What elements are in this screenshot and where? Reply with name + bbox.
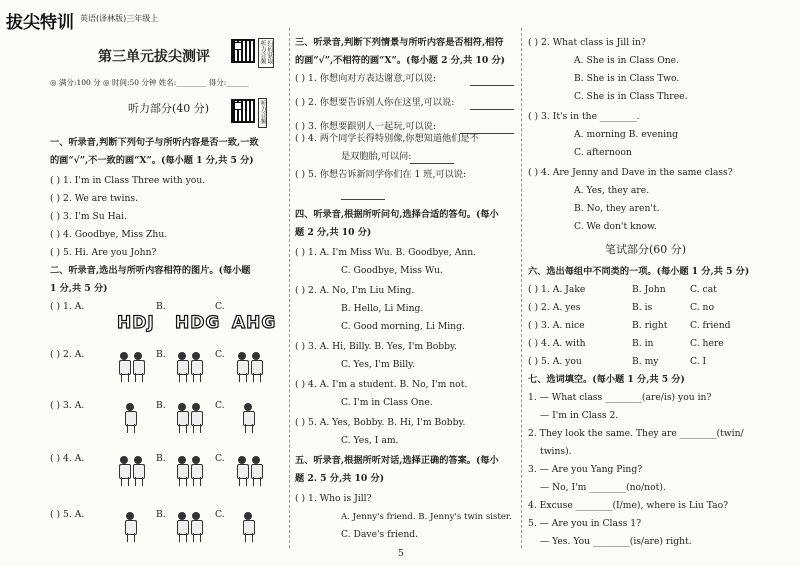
sec2-item: ( ) 5. A. [50,509,85,520]
cartoon-figure [236,352,248,382]
option-label: B. [156,400,166,411]
cartoon-figure [190,403,202,433]
letters-picture: HDJ [117,313,155,333]
page-number: 5 [398,548,404,559]
answer-blank [470,100,514,110]
sec1-instruction: 一、听录音,判断下列句子与所听内容是否一致,一致 [50,137,259,148]
sec5-item: C. We don't know. [574,221,657,232]
sec6-option: B. right [632,320,668,331]
sec2-instruction: 1 分,共 5 分) [50,283,108,294]
sec7-line: — Yes. You ________(is/are) right. [540,536,692,547]
sec6-item: ( ) 1. A. Jake [528,284,586,295]
qr-caption: 听力音频 [258,98,267,128]
sec6-item: ( ) 5. A. you [528,356,582,367]
letters-picture: HDG [175,313,221,333]
sec6-option: C. here [690,338,724,349]
qr-code-icon [231,39,255,63]
sec4-item: ( ) 1. A. I'm Miss Wu. B. Goodbye, Ann. [295,247,477,258]
sec6-option: B. my [632,356,659,367]
sec2-instruction: 二、听录音,选出与所听内容相符的图片。(每小题 [50,265,251,276]
sec4-item: B. Hello, Li Ming. [341,303,424,314]
sec4-item: ( ) 3. A. Hi, Billy. B. Yes, I'm Bobby. [295,341,457,352]
sec4-item: ( ) 4. A. I'm a student. B. No, I'm not. [295,379,468,390]
listening-header: 听力部分(40 分) [128,102,210,115]
sec3-item: ( ) 5. 你想告诉新同学你们在 1 班,可以说: [295,169,467,180]
sec1-item: ( ) 5. Hi. Are you John? [50,247,157,258]
sec7-line: — I'm in Class 2. [540,410,619,421]
sec6-item: ( ) 3. A. nice [528,320,585,331]
sec5-item: A. She is in Class One. [574,55,679,66]
answer-blank [470,76,514,86]
cartoon-figure [118,456,130,486]
letters-picture: AHG [232,313,277,333]
cartoon-figure [176,512,188,542]
subject-label: 英语(译林版)三年级上 [80,14,159,23]
sec5-item: ( ) 3. It's in the ________. [528,111,640,122]
sec4-item: C. Yes, I'm Billy. [341,359,416,370]
sec4-item: ( ) 2. A. No, I'm Liu Ming. [295,285,415,296]
sec6-option: B. is [632,302,653,313]
sec7-line: twins). [540,446,572,457]
writing-header: 笔试部分(60 分) [605,243,687,256]
cartoon-figure [242,512,254,542]
sec5-item: ( ) 1. Who is Jill? [295,493,372,504]
sec2-item: ( ) 1. A. [50,301,85,312]
sec2-item: ( ) 2. A. [50,349,85,360]
column-divider [289,28,290,548]
cartoon-figure [190,512,202,542]
sec7-line: — No, I'm ________(no/not). [540,482,666,493]
cartoon-figure [176,403,188,433]
sec1-instruction: 的画“√”,不一致的画“X”。(每小题 1 分,共 5 分) [50,155,254,166]
cartoon-figure [124,403,136,433]
sec5-item: C. She is in Class Three. [574,91,688,102]
sec5-item: B. She is in Class Two. [574,73,680,84]
sec5-item: B. No, they aren't. [574,203,660,214]
option-label: C. [215,349,225,360]
sec6-option: C. cat [690,284,717,295]
cartoon-figure [190,352,202,382]
cartoon-figure [124,512,136,542]
cartoon-figure [250,456,262,486]
option-label: C. [215,301,225,312]
cartoon-figure [250,352,262,382]
sec5-item: C. afternoon [574,147,632,158]
sec3-item: ( ) 1. 你想向对方表达谢意,可以说: [295,73,436,84]
sec5-item: C. Dave's friend. [341,529,419,540]
cartoon-figure [132,456,144,486]
sec4-item: C. Goodbye, Miss Wu. [341,265,443,276]
cartoon-figure [176,352,188,382]
sec7-instruction: 七、选词填空。(每小题 1 分,共 5 分) [528,374,685,385]
sec3-instruction: 三、听录音,判断下列情景与所听内容是否相符,相符 [295,37,504,48]
sec4-instruction: 四、听录音,根据所听问句,选择合适的答句。(每小 [295,209,499,220]
sec6-option: C. I [690,356,707,367]
sec1-item: ( ) 3. I'm Su Hai. [50,211,127,222]
test-title: 第三单元拔尖测评 [98,49,210,65]
option-label: C. [215,509,225,520]
sec1-item: ( ) 4. Goodbye, Miss Zhu. [50,229,168,240]
option-label: C. [215,400,225,411]
sec7-line: 4. Excuse ________(I/me), where is Liu Tao? [528,500,729,511]
answer-blank [410,154,454,164]
sec6-option: B. John [632,284,666,295]
sec7-line: 2. They look the same. They are ________(twin/ [528,428,744,439]
sec6-option: B. in [632,338,654,349]
sec3-item: 是双胞胎,可以问: [341,151,412,162]
sec3-item: ( ) 3. 你想要跟别人一起玩,可以说: [295,121,436,132]
sec2-item: ( ) 3. A. [50,400,85,411]
brand-logo: 拔尖特训 [6,13,74,33]
sec6-item: ( ) 4. A. with [528,338,586,349]
sec6-option: C. friend [690,320,731,331]
sec5-instruction: 五、听录音,根据所听对话,选择正确的答案。(每小 [295,455,499,466]
sec4-item: C. Good morning, Li Ming. [341,321,465,332]
sec5-item: ( ) 2. What class is Jill in? [528,37,646,48]
sec3-instruction: 的画“√”,不相符的画“X”。(每小题 2 分,共 10 分) [295,55,505,66]
sec4-item: ( ) 5. A. Yes, Bobby. B. Hi, I'm Bobby. [295,417,466,428]
sec3-item: ( ) 2. 你想要告诉别人你在这里,可以说: [295,97,455,108]
qr-code-icon [231,99,255,123]
sec1-item: ( ) 2. We are twins. [50,193,139,204]
sec6-item: ( ) 2. A. yes [528,302,581,313]
sec1-item: ( ) 1. I'm in Class Three with you. [50,175,206,186]
test-meta: ◎ 满分:100 分 ◎ 时间:50 分钟 姓名:________ 得分:______ [50,78,249,87]
cartoon-figure [190,456,202,486]
sec2-item: ( ) 4. A. [50,453,85,464]
sec5-instruction: 题 2. 5 分,共 10 分) [295,473,385,484]
sec6-option: C. no [690,302,714,313]
sec7-line: 5. — Are you in Class 1? [528,518,642,529]
sec3-item: ( ) 4. 两个同学长得特别像,你想知道他们是不 [295,133,479,144]
cartoon-figure [132,352,144,382]
sec4-item: C. Yes, I am. [341,435,399,446]
cartoon-figure [176,456,188,486]
qr-caption: 扫码获取听力音频 [258,38,274,68]
sec5-item: A. Yes, they are. [574,185,650,196]
sec5-item: ( ) 4. Are Jenny and Dave in the same class? [528,167,733,178]
sec5-item: A. morning B. evening [574,129,678,140]
sec4-instruction: 题 2 分,共 10 分) [295,227,372,238]
option-label: C. [215,453,225,464]
sec5-item: A. Jenny's friend. B. Jenny's twin sister. [341,512,512,522]
sec4-item: C. I'm in Class One. [341,397,433,408]
answer-blank [341,190,385,200]
option-label: B. [156,301,166,312]
sec7-line: 1. — What class ________(are/is) you in? [528,392,712,403]
sec6-instruction: 六、选出每组中不同类的一项。(每小题 1 分,共 5 分) [528,266,750,277]
column-divider [521,28,522,548]
option-label: B. [156,453,166,464]
option-label: B. [156,509,166,520]
option-label: B. [156,349,166,360]
cartoon-figure [242,403,254,433]
cartoon-figure [118,352,130,382]
sec7-line: 3. — Are you Yang Ping? [528,464,643,475]
cartoon-figure [236,456,248,486]
